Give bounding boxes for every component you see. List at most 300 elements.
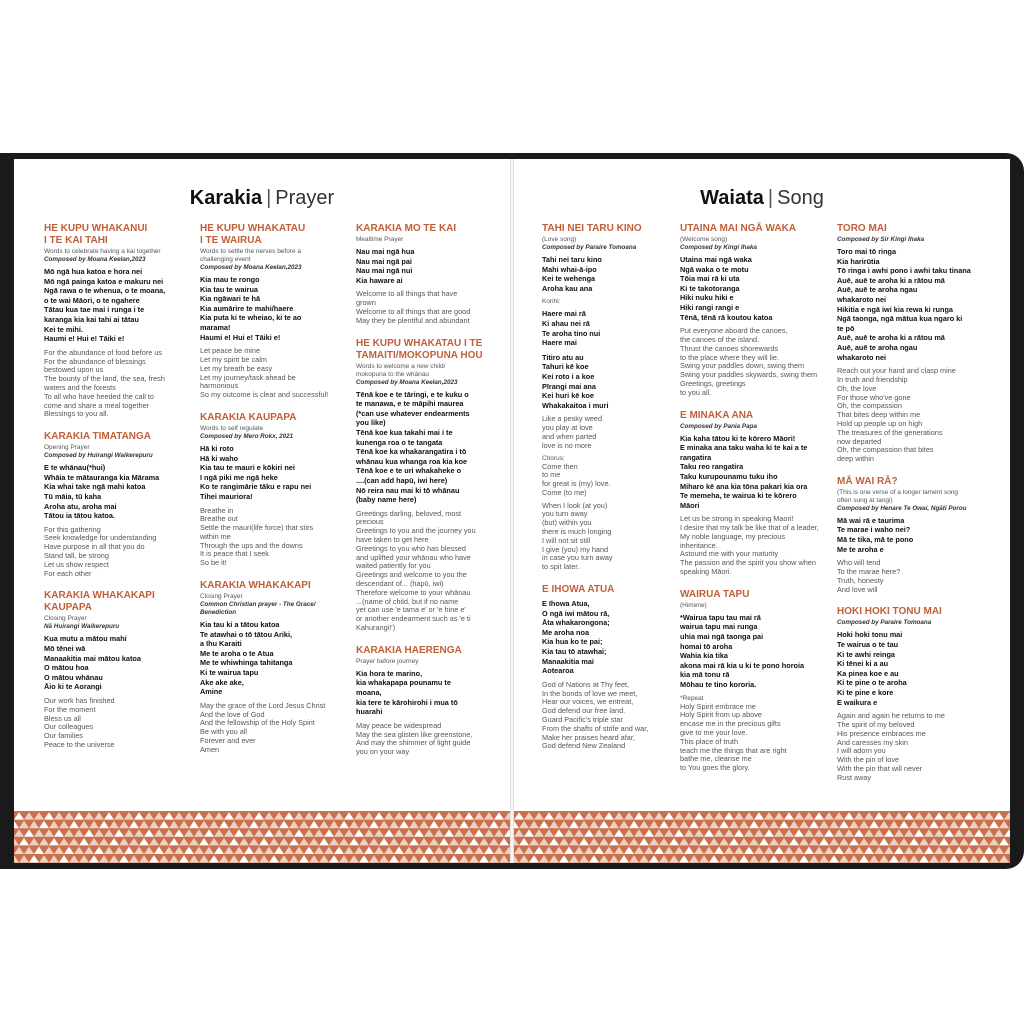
song-section [542, 584, 692, 751]
section-credit [837, 619, 987, 627]
maori-lyrics-line: Tēnā, tēnā rā koutou katoa [680, 312, 773, 322]
maori-lyrics-line: Tēnā koe ka whakarangatira i tō [356, 447, 467, 457]
chorus-label-english: Chorus: [542, 454, 565, 462]
maori-lyrics [44, 267, 194, 344]
english-translation-line: grown [356, 298, 376, 308]
section-title-line: HE KUPU WHAKANUI [44, 223, 148, 234]
maori-lyrics-line: te pō [837, 323, 855, 333]
maori-lyrics-line: Te memeha, te wairua ki te kōrero [680, 491, 797, 501]
right-column-2 [680, 223, 830, 785]
right-tukutuku-pattern [514, 811, 1010, 863]
english-translation-line: Our families [44, 731, 83, 741]
section-subtitle [680, 236, 830, 244]
section-subtitle [680, 602, 830, 610]
english-translation-line: Welcome to all things that are good [356, 306, 471, 316]
english-verse-line: I will not sit still [542, 535, 591, 545]
english-translation [200, 347, 350, 400]
english-translation [200, 507, 350, 569]
english-translation-line: Bless us all [44, 713, 81, 723]
section-title-line: TORO MAI [837, 223, 887, 234]
english-translation-line: For this gathering [44, 524, 101, 534]
english-translation-line: Let peace be mine [200, 346, 261, 356]
section-credit [837, 505, 987, 513]
maori-lyrics-line: Te atawhai o tō tātou Ariki, [200, 629, 293, 639]
section-subtitle [44, 444, 194, 452]
section-credit [680, 423, 830, 431]
chorus-label: Korihi: [542, 298, 561, 306]
song-section [44, 431, 194, 578]
maori-lyrics-line: Kei te mihi. [44, 324, 83, 334]
english-translation-line: For the abundance of blessings [44, 356, 146, 366]
maori-lyrics-line: Kei te wehenga [542, 274, 596, 284]
english-translation-line: Holy Spirit embrace me [680, 701, 756, 711]
maori-lyrics-line: Manaakitia mai mātou katoa [44, 653, 141, 663]
english-translation-line: have taken to get here [356, 535, 429, 545]
maori-lyrics-line: *Wairua tapu tau mai rā [680, 612, 761, 622]
english-translation-line: Oh, the compassion [837, 401, 902, 411]
section-subtitle-line: (Love song) [542, 236, 577, 243]
english-translation [44, 349, 194, 419]
section-title-line: KARAKIA KAUPAPA [200, 411, 297, 423]
english-verse-line: there is much longing [542, 527, 612, 537]
maori-lyrics-line: kia whakapapa pounamu te [356, 678, 451, 688]
english-chorus-line: Come (to me) [542, 487, 587, 497]
maori-lyrics-line: Kia harirūtia [837, 256, 880, 266]
maori-lyrics-line: Wahia kia tika [680, 651, 728, 661]
maori-lyrics-line: Kia tau te wairua [200, 284, 258, 294]
maori-lyrics-line: Tihei mauriora! [200, 491, 253, 501]
section-subtitle-line: Words to settle the nerves before a [200, 248, 302, 255]
maori-lyrics-line: Ake ake ake, [200, 677, 244, 687]
title-separator: | [266, 187, 272, 209]
maori-lyrics [356, 247, 506, 285]
section-title [44, 431, 194, 443]
maori-lyrics-line: whānau kua whanga roa kia koe [356, 456, 468, 466]
english-translation-line: Greetings to you and the journey you [356, 526, 476, 536]
section-credit [356, 379, 506, 387]
english-translation-line: Therefore welcome to your whānau [356, 587, 471, 597]
maori-lyrics-line: Taku reo rangatira [680, 462, 744, 472]
maori-lyrics [680, 613, 830, 690]
maori-lyrics-line: Nau mai ngā hua [356, 247, 415, 256]
section-title [542, 223, 692, 235]
english-translation-line: bathe me, cleanse me [680, 754, 752, 764]
section-title [680, 589, 830, 601]
song-section [200, 223, 350, 400]
maori-lyrics-line: Amine [200, 687, 223, 697]
left-column-3 [356, 223, 506, 769]
english-translation-line: or another endearment such as 'e ti [356, 614, 471, 624]
maori-lyrics-line: akona mai rā kia u ki te pono horoia [680, 660, 805, 670]
maori-lyrics-line: Kia ngāwari te hā [200, 294, 261, 304]
page-subtitle-song: Song [777, 187, 824, 209]
section-subtitle [542, 236, 692, 244]
maori-lyrics-line: Ki te awhi reinga [837, 649, 895, 659]
english-translation-line: now departed [837, 436, 882, 446]
english-translation-line: With the pin of love [837, 755, 900, 765]
english-translation-line: Welcome to all things that have [356, 289, 458, 299]
english-translation-line: to You goes the glory. [680, 763, 750, 773]
english-translation-line: God of Nations at Thy feet, [542, 679, 630, 689]
repeat-note: *Repeat [680, 694, 704, 702]
maori-lyrics-line: Ki te pine e kore [837, 688, 894, 698]
maori-lyrics-line: Tū māia, tū kaha [44, 491, 102, 501]
section-title-line: TAMAITI/MOKOPUNA HOU [356, 349, 483, 361]
english-translation-line: you play at love [542, 423, 593, 433]
english-translation-line: May the sea glisten like greenstone, [356, 729, 473, 739]
maori-lyrics-line: O mātou whānau [44, 672, 103, 682]
english-translation-line: To all who have heeded the call to [44, 391, 154, 401]
section-subtitle [200, 248, 350, 264]
section-title-line: KARAKIA TIMATANGA [44, 431, 152, 443]
maori-lyrics [542, 599, 692, 676]
english-translation-line: Oh, the love [837, 383, 877, 393]
section-credit-line: Composed by Paraire Tomoana [542, 244, 637, 251]
english-translation-line: Let us be strong in speaking Maori! [680, 514, 794, 524]
right-column-1 [542, 223, 692, 763]
english-translation-line: And the fellowship of the Holy Spirit [200, 718, 315, 728]
section-credit-line: Composed by Mero Rokx, 2021 [200, 432, 294, 440]
section-subtitle [200, 593, 350, 601]
english-translation-line: Like a pesky weed [542, 414, 603, 424]
maori-lyrics-line: Mō tēnei wā [44, 644, 86, 654]
section-subtitle-line: (Himene) [680, 601, 707, 609]
triangle-pattern-svg [14, 811, 510, 863]
english-translation-line: Stand tall, be strong [44, 551, 109, 561]
maori-lyrics-line: Aroha kau ana [542, 283, 593, 293]
english-translation-line: Hear our voices, we entreat, [542, 697, 634, 707]
english-verse-line: When I look (at you) [542, 500, 608, 510]
english-verse-line: I give (you) my hand [542, 544, 609, 554]
english-translation-line: love is no more [542, 440, 592, 450]
maori-lyrics [200, 275, 350, 342]
english-translation-line: So be it! [200, 558, 227, 568]
english-translation-line: Let my spirit be calm [200, 354, 267, 364]
section-title [200, 580, 350, 592]
maori-lyrics-line: Kia whai take ngā mahi katoa [44, 482, 146, 492]
maori-lyrics-line: Tēnā koe e te uri whakaheke o [356, 466, 462, 476]
section-title [200, 412, 350, 424]
section-subtitle-line: Words to celebrate having a kai together [44, 248, 161, 255]
section-subtitle-line: Words to welcome a new child/ [356, 362, 446, 370]
section-credit-line: Composed by Huirangi Waikerepuru [44, 452, 153, 460]
maori-lyrics-line: Tō ringa i awhi pono i awhi taku tinana [837, 266, 971, 276]
maori-lyrics-line: Kia mau te rongo [200, 275, 260, 284]
triangle-pattern-svg [514, 811, 1010, 863]
maori-lyrics-line: wairua tapu mai runga [680, 622, 758, 632]
maori-lyrics-line: o te wai Māori, o te ngahere [44, 295, 140, 305]
section-subtitle-line: (This is one verse of a longer lament song [837, 488, 959, 496]
section-credit [680, 244, 830, 252]
maori-lyrics-line: Ka pinea koe e au [837, 668, 899, 678]
song-section [542, 223, 692, 572]
english-translation-line: It is peace that I seek [200, 549, 269, 559]
right-page [514, 159, 1010, 863]
english-translation-line: For each other [44, 568, 92, 578]
maori-lyrics-line: marama! [200, 322, 231, 332]
english-translation-line: And may the shimmer of light guide [356, 738, 471, 748]
english-translation-line: Swing your paddles down, swing them [680, 361, 805, 371]
section-subtitle [356, 363, 506, 379]
english-translation-line: In truth and friendship [837, 374, 908, 384]
section-title [680, 223, 830, 235]
maori-lyrics-line: O mātou hoa [44, 663, 89, 673]
song-section [680, 223, 830, 398]
english-translation-line: Hold up people up on high [837, 418, 923, 428]
section-title-line: TAHI NEI TARU KINO [542, 223, 642, 234]
english-translation-line: May the grace of the Lord Jesus Christ [200, 700, 326, 710]
english-translation-line: Our colleagues [44, 722, 94, 732]
maori-lyrics-line: Āio ki te Aorangi [44, 682, 102, 692]
english-translation [680, 515, 830, 577]
english-translation-line: Astound me with your maturity [680, 549, 779, 559]
title-separator: | [767, 187, 774, 209]
section-title-line: HE KUPU WHAKATAU I TE [356, 337, 483, 349]
maori-lyrics-line: kia mā tonu rā [680, 670, 730, 680]
english-translation-line: waited patiently for you [356, 561, 431, 571]
song-section [837, 606, 987, 782]
english-translation-line: speaking Māori. [680, 567, 732, 577]
maori-verse [542, 353, 692, 411]
english-translation-line: Greetings and welcome to you the [356, 570, 467, 580]
section-title-line: MĀ WAI RĀ? [837, 475, 898, 487]
section-credit-line: Benediction [200, 609, 237, 617]
maori-lyrics-line: te manawa, e te māpihi maurea [356, 399, 464, 409]
english-translation-line: Let my journey/task ahead be [200, 372, 296, 382]
english-translation-line: precious [356, 517, 384, 527]
section-credit-line: Composed by Moana Keelan,2023 [356, 378, 458, 386]
english-translation-line: God defend New Zealand [542, 741, 626, 751]
maori-lyrics-line: Haumi e! Hui e! Tāiki e! [200, 332, 281, 342]
english-translation [200, 702, 350, 755]
section-title [542, 584, 692, 596]
english-translation-line: For those who've gone [837, 392, 911, 402]
maori-verse-line: Kei huri kē koe [542, 391, 594, 401]
section-subtitle [356, 658, 506, 666]
english-chorus-line: to me [542, 470, 561, 480]
section-subtitle [44, 615, 194, 623]
english-translation-line: the canoes of the island. [680, 334, 760, 344]
english-translation-line: The passion and the spirit you show when [680, 558, 816, 568]
english-translation-line: That bites deep within me [837, 410, 921, 420]
english-translation-line: Oh, the compassion that bites [837, 445, 934, 455]
section-title [356, 645, 506, 657]
maori-lyrics-line: Auē, auē te aroha ki a rātou mā [837, 333, 945, 343]
maori-lyrics-line: Me te aroha e [837, 544, 884, 554]
english-translation-line: This place of truth [680, 736, 738, 746]
section-credit [200, 433, 350, 441]
maori-lyrics-line: Kia tau tō atawhai; [542, 647, 607, 657]
maori-lyrics [44, 463, 194, 521]
maori-lyrics-line: Nau mai ngā nui [356, 266, 413, 276]
english-translation-line: And the love of God [200, 709, 265, 719]
english-translation-line: I desire that my talk be like that of a leader, [680, 523, 819, 533]
maori-chorus-line: Te aroha tino nui [542, 328, 601, 338]
section-credit-line: Composed by Kingi Ihaka [680, 244, 757, 251]
english-verse-line: to spit later. [542, 562, 580, 572]
english-translation [356, 510, 506, 633]
maori-lyrics [680, 434, 830, 511]
english-translation-line: May peace be widespread [356, 720, 442, 730]
section-title-line: WAIRUA TAPU [680, 588, 750, 600]
maori-lyrics-line: Kia tau te mauri e kōkiri nei [200, 463, 295, 473]
maori-lyrics [356, 669, 506, 717]
section-title [837, 223, 987, 235]
maori-verse-line: Whakakaitoa i muri [542, 400, 609, 410]
section-title-line: KARAKIA WHAKAKAPI [200, 580, 311, 592]
maori-lyrics-line: Ki te pine o te aroha [837, 678, 907, 688]
english-translation-line: ...(name of child, but if no name [356, 596, 459, 606]
maori-lyrics-line: Kia haware ai [356, 275, 403, 285]
maori-lyrics-line: Mō ngā painga katoa e makuru nei [44, 276, 164, 286]
maori-lyrics-line: Kia hora te marino, [356, 668, 423, 678]
section-credit-line: Nā Huirangi Waikerepuru [44, 623, 120, 631]
english-translation-line: teach me the things that are right [680, 745, 787, 755]
english-translation-line: bestowed upon us [44, 365, 104, 375]
maori-lyrics-line: Whāia te mātauranga kia Mārama [44, 472, 160, 482]
section-subtitle-line: mokopuna to the whānau [356, 370, 429, 378]
right-page-title [514, 187, 1010, 210]
english-chorus-line: for great is (my) love. [542, 479, 611, 489]
english-translation-line: Greetings, greetings [680, 378, 746, 388]
section-title [356, 338, 506, 362]
english-translation-line: Rust away [837, 772, 872, 782]
section-title-line: KARAKIA MO TE KAI [356, 223, 457, 234]
maori-lyrics [837, 516, 987, 554]
maori-lyrics-line: Auē, auē te aroha ngau [837, 285, 918, 295]
english-translation-line: From the shafts of strife and war, [542, 723, 649, 733]
maori-lyrics-line: Utaina mai ngā waka [680, 255, 752, 264]
section-subtitle-line: Prayer before journey [356, 657, 419, 665]
maori-lyrics-line: whakaroto nei [837, 352, 887, 362]
maori-lyrics-line: karanga kia kai tahi ai tātau [44, 314, 139, 324]
song-section [356, 223, 506, 326]
maori-lyrics-line: Ki te takotoranga [680, 283, 740, 293]
english-translation [44, 697, 194, 750]
english-translation-line: So my outcome is clear and successful! [200, 390, 329, 400]
maori-verse-line: Tahuri kē koe [542, 362, 589, 372]
english-verse-line: in case you turn away [542, 553, 613, 563]
section-title [44, 590, 194, 614]
section-title [680, 410, 830, 422]
maori-lyrics [542, 255, 692, 293]
maori-lyrics-line: Tātau kua tae mai i runga i te [44, 305, 145, 315]
section-subtitle [200, 425, 350, 433]
maori-lyrics-line: E Ihowa Atua, [542, 599, 590, 609]
maori-lyrics-line: Nō reira nau mai ki tō whānau [356, 485, 460, 495]
maori-verse-line: Pīrangi mai ana [542, 381, 596, 391]
english-translation-line: Amen [200, 744, 220, 754]
maori-lyrics-line: Hoki hoki tonu mai [837, 630, 903, 640]
maori-lyrics-line: Manaakitia mai [542, 656, 594, 666]
english-translation-line: deep within [837, 454, 874, 464]
song-section [356, 645, 506, 757]
maori-lyrics [356, 390, 506, 505]
english-chorus [542, 463, 692, 498]
section-subtitle-line: (Welcome song) [680, 236, 728, 243]
section-credit [44, 256, 194, 264]
maori-verse-line: Kei roto i a koe [542, 371, 595, 381]
page-subtitle-prayer: Prayer [275, 187, 335, 209]
english-translation [680, 703, 830, 773]
english-translation [44, 526, 194, 579]
english-translation-line: The spirit of my beloved [837, 720, 915, 729]
maori-lyrics [44, 634, 194, 692]
maori-lyrics-line: Ngā waka o te motu [680, 264, 749, 274]
maori-chorus-line: Haere mai [542, 338, 577, 348]
maori-lyrics-line: Me aroha noa [542, 627, 590, 637]
section-subtitle-line: Mealtime Prayer [356, 236, 404, 243]
maori-lyrics-line: Hikitia e ngā iwi kia rewa ki runga [837, 304, 953, 314]
maori-lyrics-line: Kia kaha tātou ki te kōrero Māori! [680, 433, 796, 443]
english-translation-line: Thrust the canoes shorewards [680, 343, 779, 353]
section-title-line: I TE KAI TAHI [44, 235, 108, 246]
english-translation-line: Holy Spirit from up above [680, 710, 762, 720]
english-translation-line: To the marae here? [837, 567, 901, 577]
maori-lyrics [200, 620, 350, 697]
section-credit [200, 601, 350, 617]
english-translation-line: Breathe out [200, 514, 238, 524]
english-translation-line: within me [200, 531, 231, 541]
english-translation-line: Kahurangi!') [356, 623, 396, 633]
maori-lyrics-line: Mahi whai-ā-ipo [542, 264, 597, 274]
english-translation-line: Greetings darling, beloved, most [356, 508, 462, 518]
section-title-line: KARAKIA WHAKAKAPI [44, 590, 155, 602]
section-credit-line: Composed by Moana Keelan,2023 [200, 264, 302, 271]
english-translation-line: And love will [837, 584, 878, 594]
english-translation-line: and when parted [542, 431, 597, 441]
song-section [837, 476, 987, 595]
maori-lyrics-line: Tēnā koe e te tāringi, e te kuku o [356, 389, 469, 399]
maori-lyrics-line: Miharo kē ana kia tōna pakari kia ora [680, 481, 808, 491]
maori-lyrics-line: Te marae i waho nei? [837, 525, 911, 535]
maori-lyrics-line: Te wairua o te tau [837, 640, 899, 650]
english-translation [356, 290, 506, 325]
section-title [837, 476, 987, 488]
maori-lyrics-line: a Ihu Karaiti [200, 639, 242, 649]
maori-lyrics [200, 444, 350, 502]
maori-lyrics-line: Māori [680, 500, 700, 510]
section-subtitle-line: challenging event [200, 256, 251, 263]
maori-lyrics-line: Āta whakarongona; [542, 618, 610, 628]
maori-chorus-line: Haere mai rā [542, 309, 586, 319]
section-subtitle [356, 236, 506, 244]
section-subtitle [837, 489, 987, 505]
english-translation-line: And caresses my skin [837, 737, 908, 747]
english-translation-line: Have purpose in all that you do [44, 542, 145, 552]
section-title-line: KAUPAPA [44, 602, 92, 614]
maori-lyrics-line: Hā ki roto [200, 443, 234, 453]
maori-lyrics-line: Hā ki waho [200, 453, 239, 463]
section-subtitle-line: Opening Prayer [44, 444, 90, 452]
english-verse-line: (but) within you [542, 518, 592, 528]
song-section [680, 410, 830, 577]
section-subtitle-line: often sung at tangi) [837, 496, 893, 504]
maori-lyrics-line: Mō ngā hua katoa e hora nei [44, 267, 143, 276]
maori-lyrics-line: Toro mai tō ringa [837, 247, 897, 256]
maori-lyrics-line: E te whānau(*hui) [44, 463, 106, 473]
english-translation [837, 712, 987, 782]
english-translation-line: May they be plentiful and abundant [356, 315, 470, 325]
page-title-karakia: Karakia [189, 187, 263, 209]
section-credit-line: Common Christian prayer - The Grace/ [200, 601, 316, 609]
maori-lyrics-line: Tōia mai rā ki uta [680, 274, 740, 284]
maori-lyrics-line: E waikura e [837, 697, 878, 707]
maori-verse-line: Titiro atu au [542, 352, 584, 362]
section-title [837, 606, 987, 618]
left-page [14, 159, 510, 863]
maori-lyrics-line: Kia hua ko te pai; [542, 637, 603, 647]
